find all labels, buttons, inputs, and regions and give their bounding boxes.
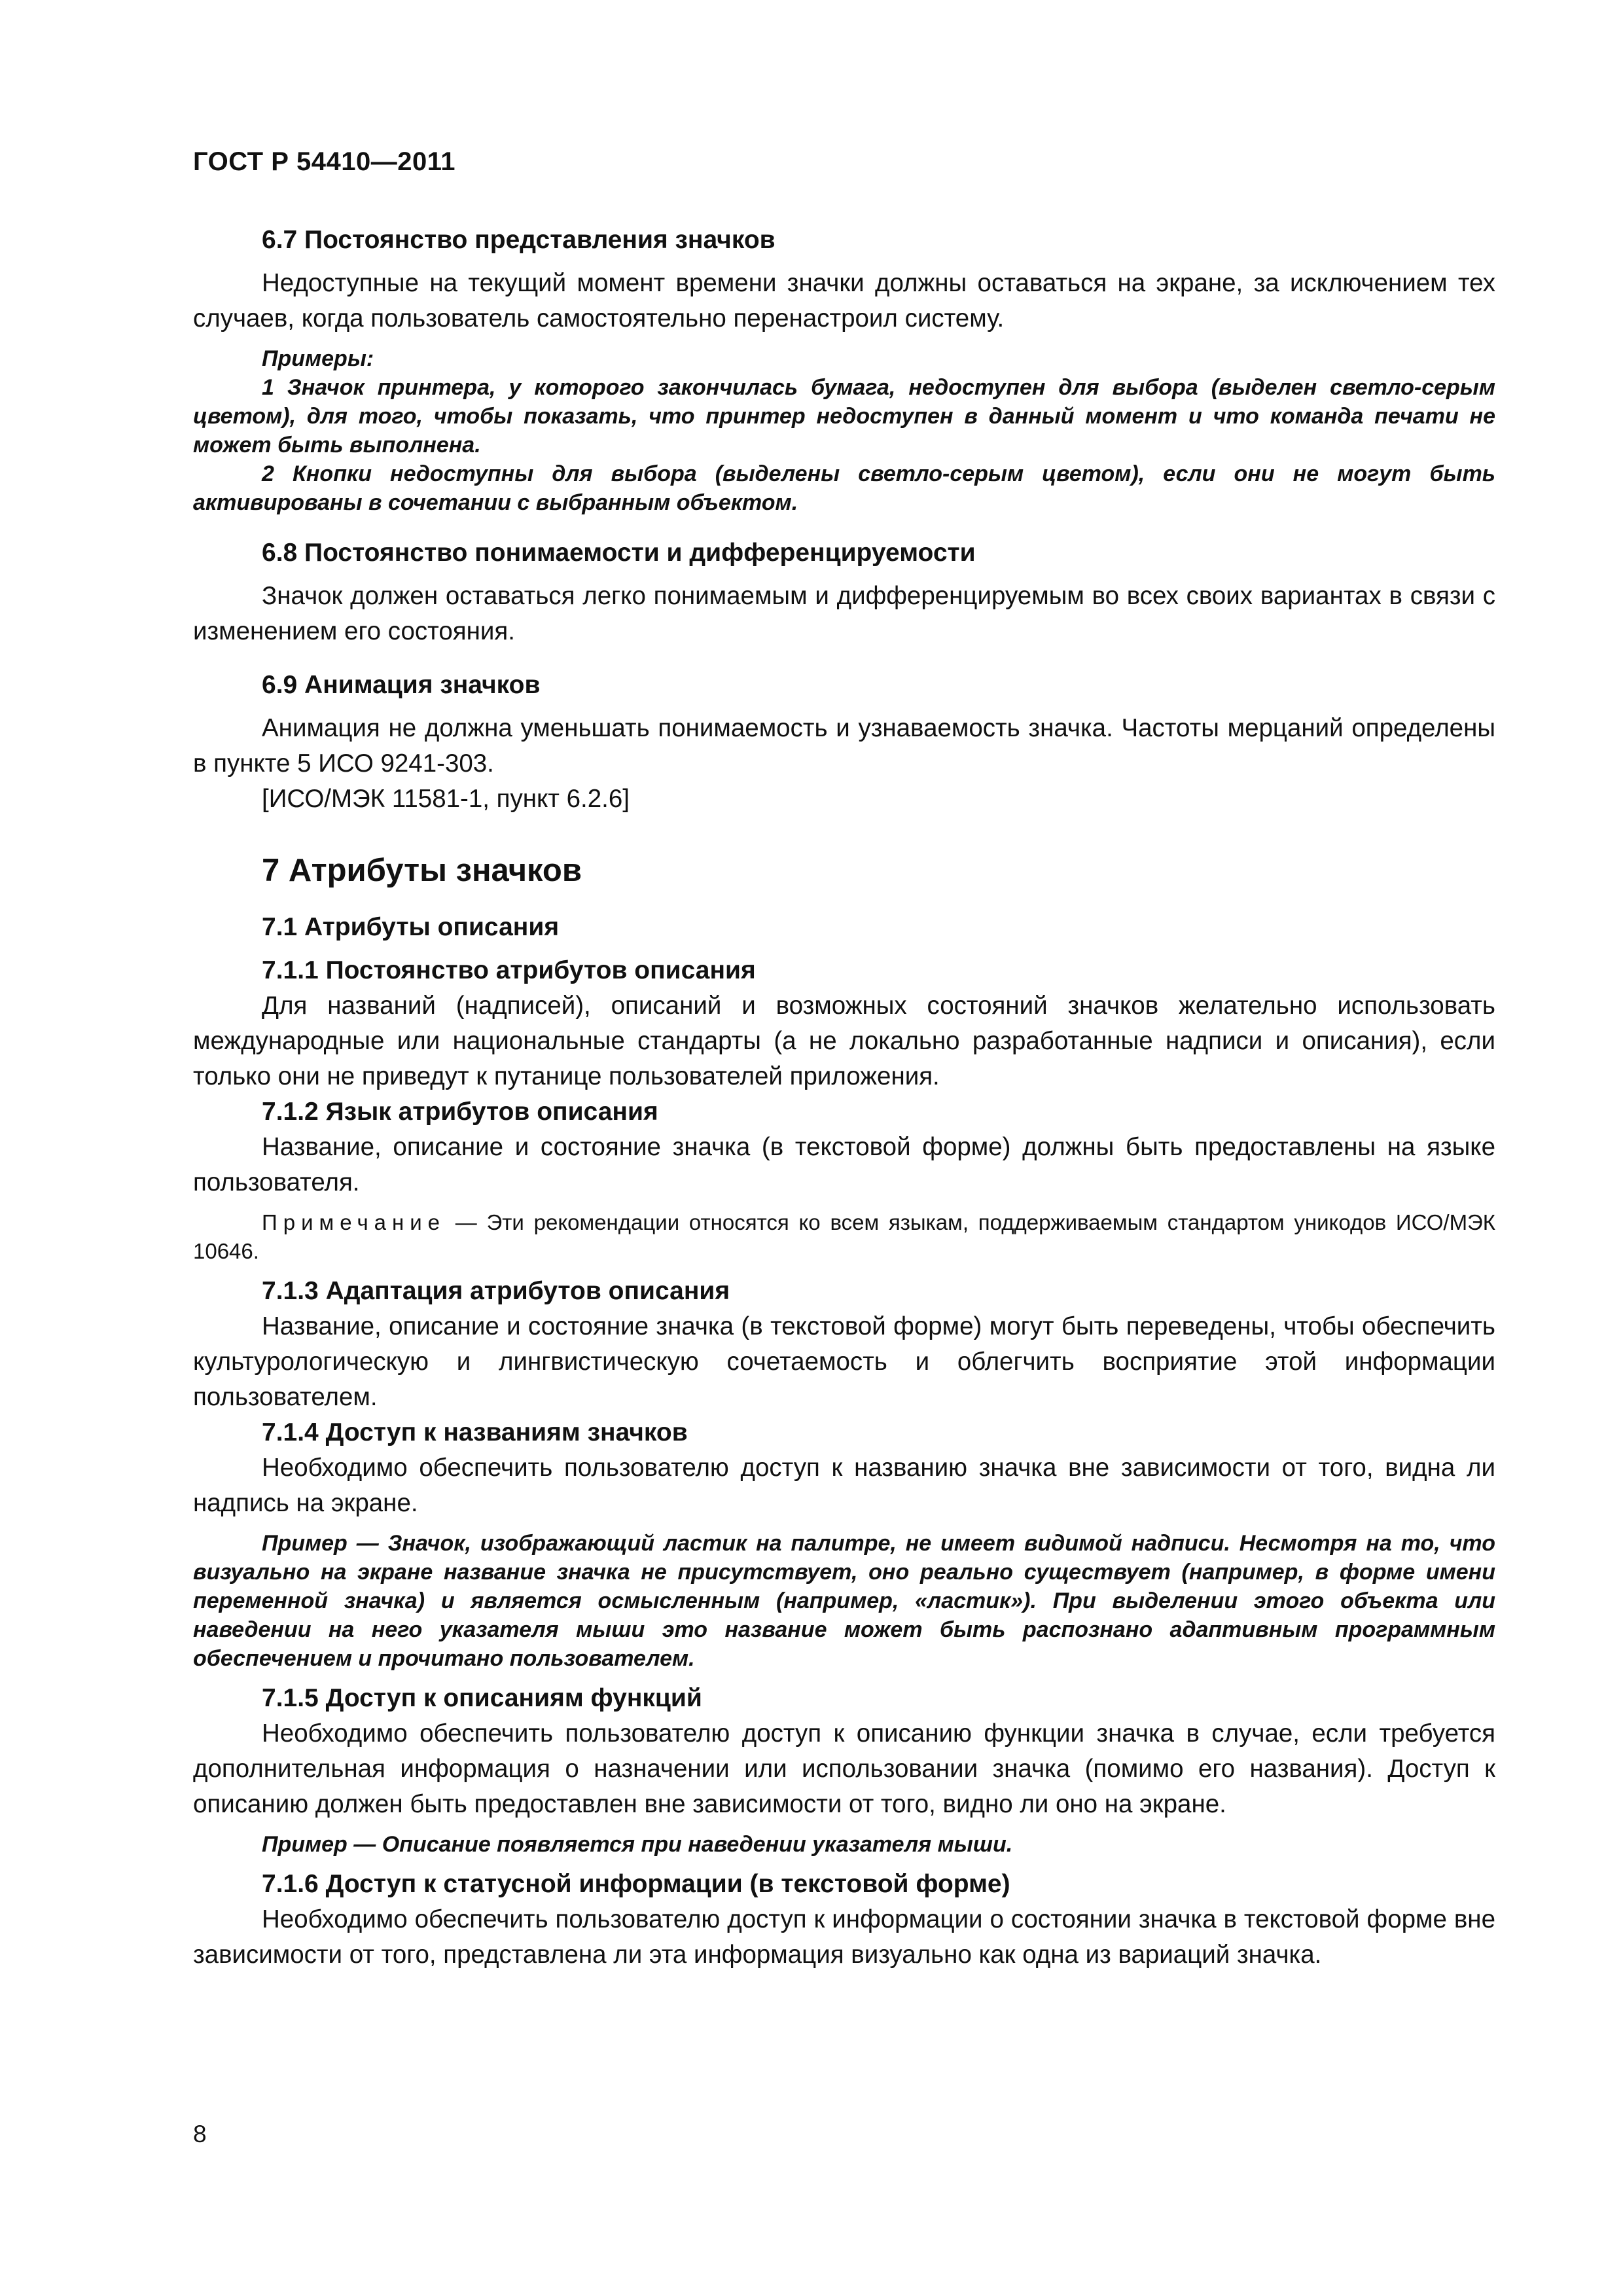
- section-7-1-5-example: Пример — Описание появляется при наведении указателя мыши.: [262, 1832, 1013, 1857]
- section-7-1-1-text: Для названий (надписей), описаний и возможных состояний значков желательно использовать международные или национальные стандарты (а не локально разработанные надписи и описания), если только они не приведут к путанице пользователей приложения.: [193, 992, 1495, 1090]
- note: [193, 1208, 1495, 1266]
- section-7-1-4-text: Необходимо обеспечить пользователю доступ к названию значка вне зависимости от того, видна ли надпись на экране.: [193, 1454, 1495, 1517]
- section-7-1-3-text: Название, описание и состояние значка (в текстовой форме) могут быть переведены, чтобы обеспечить культурологическую и лингвистическую сочетаемость и облегчить восприятие этой информации пользователем.: [193, 1312, 1495, 1411]
- section-7-1-2-title: 7.1.2 Язык атрибутов описания: [262, 1098, 658, 1126]
- section-6-9-title: 6.9 Анимация значков: [262, 671, 541, 699]
- note-text: — Эти рекомендации относятся ко всем языкам, поддерживаемым стандартом уникодов ИСО/МЭК 10646.: [193, 1210, 1495, 1263]
- section-6-8-text: Значок должен оставаться легко понимаемым и дифференцируемым во всех своих вариантах в связи с изменением его состояния.: [193, 582, 1495, 645]
- section-6-9-reference: [ИСО/МЭК 11581-1, пункт 6.2.6]: [262, 785, 630, 813]
- section-6-9-text: Анимация не должна уменьшать понимаемость и узнаваемость значка. Частоты мерцаний определены в пункте 5 ИСО 9241-303.: [193, 714, 1495, 778]
- section-7-1-1-title: 7.1.1 Постоянство атрибутов описания: [262, 956, 756, 984]
- section-7-1-title: 7.1 Атрибуты описания: [262, 913, 560, 941]
- section-7-1-3-title: 7.1.3 Адаптация атрибутов описания: [262, 1277, 730, 1305]
- section-7-1-6-text: Необходимо обеспечить пользователю доступ к информации о состоянии значка в текстовой форме вне зависимости от того, представлена ли эта информация визуально как одна из вариаций значка.: [193, 1905, 1495, 1969]
- section-7-1-5-text: Необходимо обеспечить пользователю доступ к описанию функции значка в случае, если требуется дополнительная информация о назначении или использовании значка (помимо его названия). Доступ к описанию должен быть предоставлен вне зависимости от того, видно ли оно на экране.: [193, 1719, 1495, 1818]
- section-6-7-text: Недоступные на текущий момент времени значки должны оставаться на экране, за исключением тех случаев, когда пользователь самостоятельно перенастроил систему.: [193, 269, 1495, 332]
- section-7-1-6-title: 7.1.6 Доступ к статусной информации (в текстовой форме): [262, 1870, 1010, 1898]
- section-7-1-5-title: 7.1.5 Доступ к описаниям функций: [262, 1684, 702, 1712]
- section-6-8-title: 6.8 Постоянство понимаемости и дифференцируемости: [262, 539, 976, 567]
- examples-label: Примеры:: [262, 346, 374, 371]
- page-number: 8: [193, 2121, 207, 2147]
- document-code: ГОСТ Р 54410—2011: [193, 147, 455, 176]
- example-2: 2 Кнопки недоступны для выбора (выделены светло-серым цветом), если они не могут быть активированы в сочетании с выбранным объектом.: [193, 461, 1495, 515]
- section-7-1-2-text: Название, описание и состояние значка (в текстовой форме) должны быть предоставлены на языке пользователя.: [193, 1133, 1495, 1196]
- section-7-title: 7 Атрибуты значков: [262, 853, 582, 888]
- document-body: [193, 223, 1495, 1973]
- section-6-7-title: 6.7 Постоянство представления значков: [262, 226, 776, 254]
- note-label: Примечание: [262, 1210, 446, 1234]
- example-1: 1 Значок принтера, у которого закончилась бумага, недоступен для выбора (выделен светло-серым цветом), для того, чтобы показать, что принтер недоступен в данный момент и что команда печати не может быть выполнена.: [193, 375, 1495, 457]
- section-7-1-4-title: 7.1.4 Доступ к названиям значков: [262, 1418, 688, 1446]
- section-7-1-4-example: Пример — Значок, изображающий ластик на палитре, не имеет видимой надписи. Несмотря на то, что визуально на экране название значка не присутствует, оно реально существует (например, в форме имени переменной значка) и является осмысленным (например, «ластик»). При выделении этого объекта или наведении на него указателя мыши это название может быть распознано адаптивным программным обеспечением и прочитано пользователем.: [193, 1531, 1495, 1671]
